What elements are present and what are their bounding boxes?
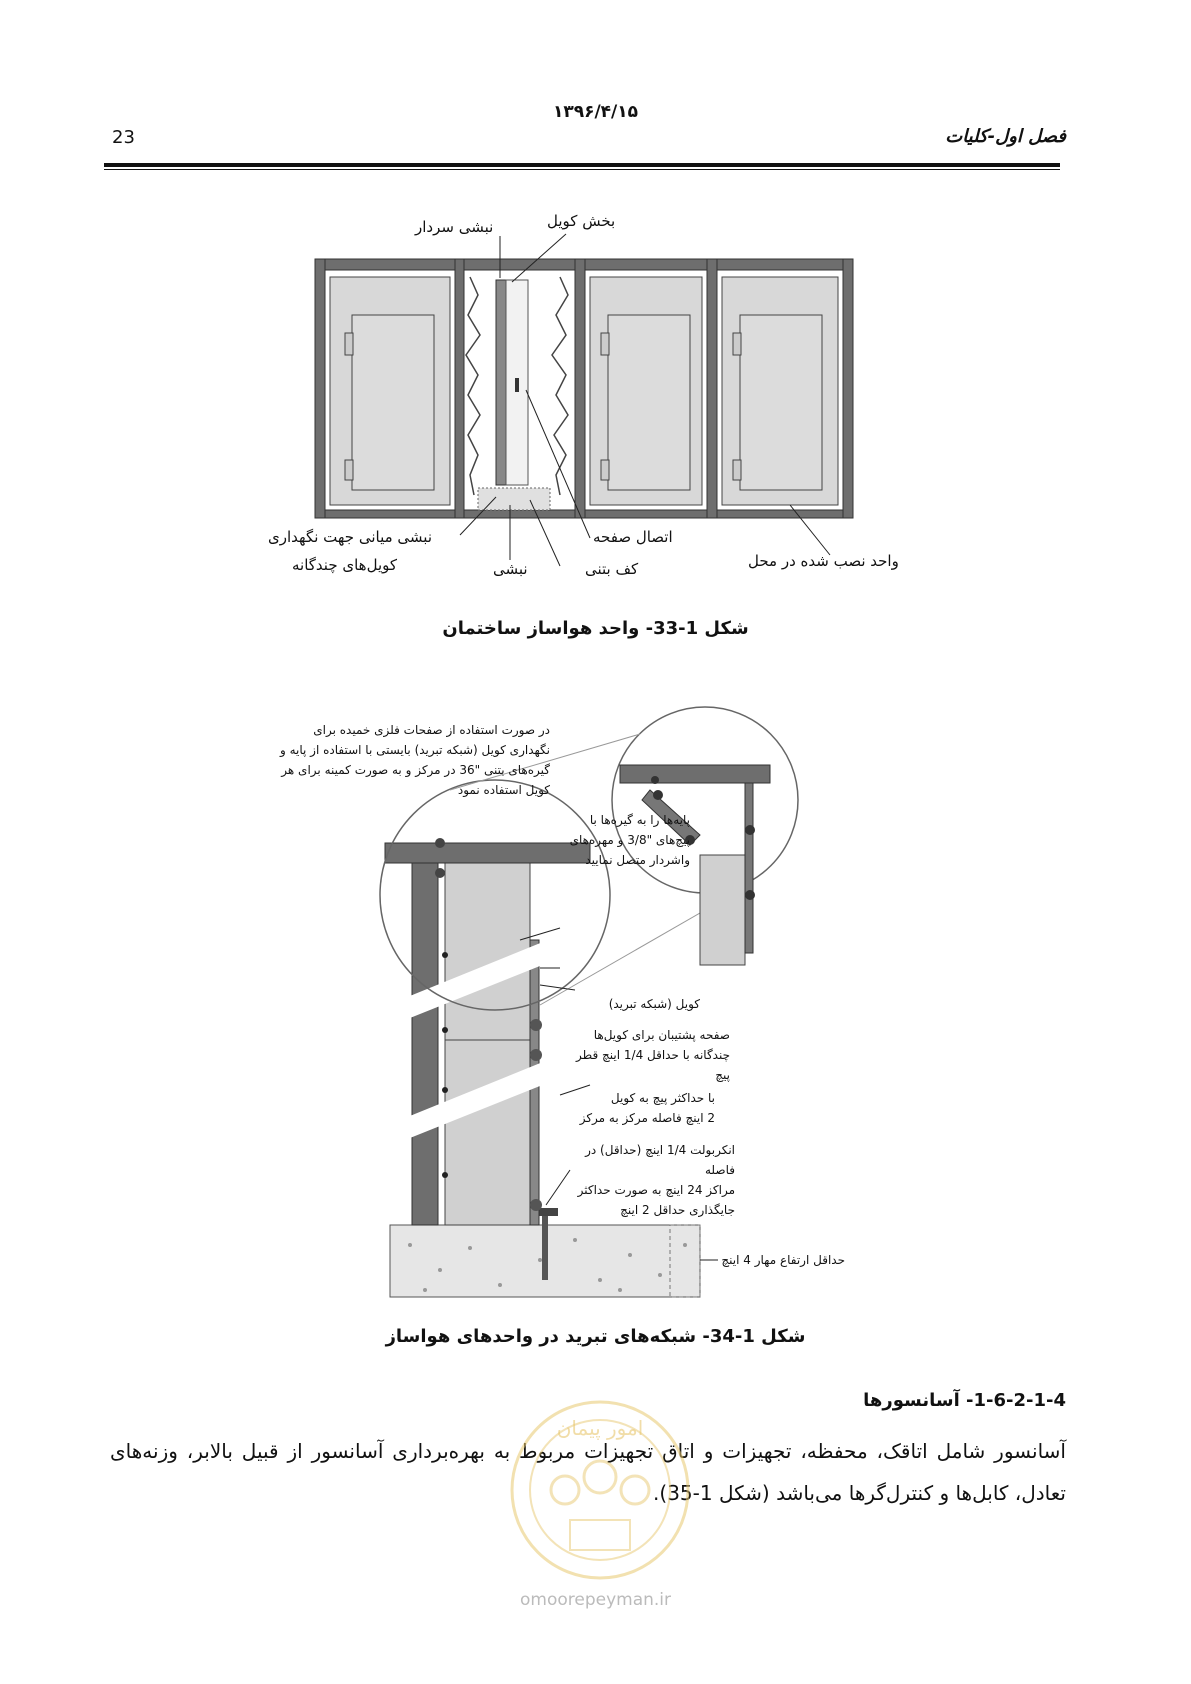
label-concrete-floor: کف بتنی xyxy=(585,560,639,578)
label-angle: نبشی xyxy=(493,560,528,578)
figure-34-caption: شکل 1-34- شبکه‌های تبرید در واحدهای هواساز xyxy=(385,1326,806,1347)
label-anchor-height: حداقل ارتفاع مهار 4 اینچ xyxy=(721,1253,845,1267)
watermark-emblem-text: امور پیمان xyxy=(556,1416,644,1440)
chapter-title: فصل اول-کلیات xyxy=(945,126,1066,147)
label-backing-plate: صفحه پشتیبان برای کویل‌ها چندگانه با حداقل 1/4 اینچ قطر پیچ xyxy=(576,1028,730,1082)
label-bolt-spacing: با حداکثر پیچ به کویل 2 اینچ فاصله مرکز به مرکز xyxy=(579,1091,715,1125)
note-bolts: پایه‌ها را به گیره‌ها با پیچ‌های "3/8 و مهره‌های واشردار متصل نمایید xyxy=(569,813,690,867)
watermark-emblem xyxy=(485,1395,715,1585)
label-site-unit: واحد نصب شده در محل xyxy=(748,552,899,570)
section-heading: 1-6-2-1-4- آسانسورها xyxy=(863,1390,1066,1411)
label-lintel-angle: نبشی سردار xyxy=(415,218,494,236)
label-plate-connection: اتصال صفحه xyxy=(593,528,673,546)
section-paragraph: آسانسور شامل اتاقک، محفظه، تجهیزات و اتاق تجهیزات مربوط به بهره‌برداری آسانسور از قبیل بالابر، وزنه‌های تعادل، کابل‌ها و کنترل‌گرها می‌باشد (شکل 1-35). xyxy=(110,1439,1066,1505)
label-coil: کویل (شبکه تبرید) xyxy=(608,997,700,1011)
page-number: 23 xyxy=(112,127,135,148)
figure-33-caption: شکل 1-33- واحد هواساز ساختمان xyxy=(442,618,749,639)
label-anchor-bolt: انکربولت 1/4 اینچ (حداقل) در فاصله مراکز 24 اینچ به صورت حداکثر جایگذاری حداقل 2 اینچ xyxy=(577,1143,735,1217)
watermark-url: omoorepeyman.ir xyxy=(519,1590,672,1610)
header-date: ۱۳۹۶/۴/۱۵ xyxy=(552,102,639,122)
label-coil-section: بخش کویل xyxy=(547,212,616,230)
label-middle-angle-1: نبشی میانی جهت نگهداری xyxy=(268,528,433,546)
note-top: در صورت استفاده از صفحات فلزی خمیده برای نگهداری کویل (شبکه تبرید) بایستی با استفاده از پایه و گیره‌های بتنی "36 در مرکز و به صورت کمینه برای هر کویل استفاده نمود xyxy=(279,723,550,797)
label-middle-angle-2: کویل‌های چندگانه xyxy=(292,556,398,574)
